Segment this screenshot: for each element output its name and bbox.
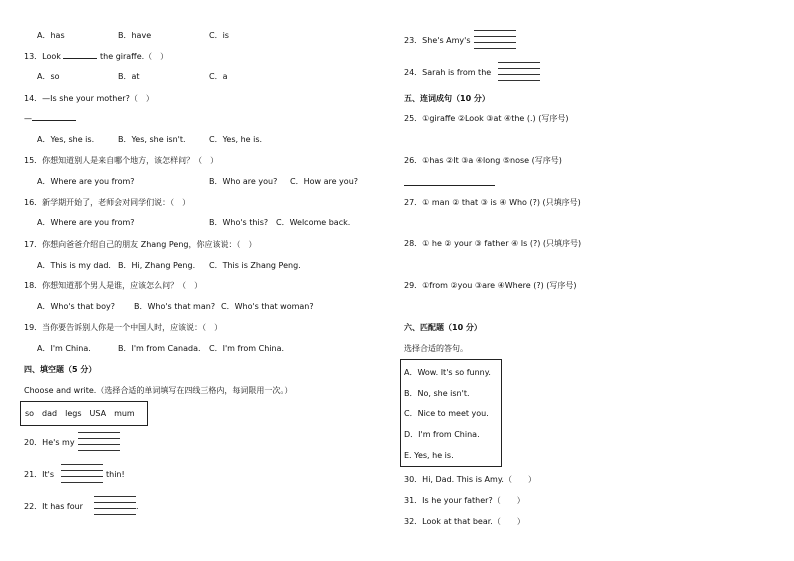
section4-title: 四、填空题（5 分） bbox=[24, 365, 97, 374]
q13-text-post: the giraffe.（ ） bbox=[100, 52, 169, 61]
q12-option-c: C．is bbox=[209, 31, 229, 40]
word-bank: so dad legs USA mum bbox=[25, 409, 135, 418]
q13-text-pre: 13．Look bbox=[24, 52, 61, 61]
q29-text: 29．①from ②you ③are ④Where (?) (写序号) bbox=[404, 281, 577, 290]
q13-option-c: C．a bbox=[209, 72, 228, 81]
q18-stem: 18．你想知道那个男人是谁，应该怎么问？（ ） bbox=[24, 281, 203, 290]
q15-option-b: B．Who are you? bbox=[209, 177, 278, 186]
q22-text-pre: 22．It has four bbox=[24, 502, 83, 511]
q18-option-c: C．Who's that woman? bbox=[221, 302, 314, 311]
answer-option-a: A．Wow. It's so funny. bbox=[404, 368, 491, 377]
q18-option-a: A．Who's that boy? bbox=[37, 302, 115, 311]
section6-instructions: 选择合适的答句。 bbox=[404, 344, 468, 353]
q21-text-post: thin! bbox=[106, 470, 125, 479]
q13-option-b: B．at bbox=[118, 72, 140, 81]
answer-option-d: D．I'm from China. bbox=[404, 430, 480, 439]
q19-option-b: B．I'm from Canada. bbox=[118, 344, 201, 353]
q19-option-c: C．I'm from China. bbox=[209, 344, 285, 353]
q16-option-b: B．Who's this? bbox=[209, 218, 269, 227]
section4-instructions: Choose and write.（选择合适的单词填写在四线三格内，每词限用一次。） bbox=[24, 386, 293, 395]
q26-answer-blank[interactable] bbox=[404, 176, 495, 186]
q14-stem: 14．—Is she your mother?（ ） bbox=[24, 94, 154, 103]
q31-text: 31．Is he your father?（ ） bbox=[404, 496, 525, 505]
q12-option-a: A．has bbox=[37, 31, 65, 40]
q12-option-b: B．have bbox=[118, 31, 152, 40]
section5-title: 五、连词成句（10 分） bbox=[404, 94, 490, 103]
q21-four-line-grid[interactable] bbox=[61, 464, 103, 482]
q17-option-a: A．This is my dad. bbox=[37, 261, 111, 270]
q16-stem: 16．新学期开始了，老师会对同学们说：（ ） bbox=[24, 198, 191, 207]
q32-text: 32．Look at that bear.（ ） bbox=[404, 517, 525, 526]
q26-text: 26．①has ②It ③a ④long ⑤nose (写序号) bbox=[404, 156, 562, 165]
q16-option-c: C．Welcome back. bbox=[276, 218, 351, 227]
q30-text: 30．Hi, Dad. This is Amy.（ ） bbox=[404, 475, 536, 484]
q21-text-pre: 21．It's bbox=[24, 470, 55, 479]
q15-stem: 15．你想知道别人是来自哪个地方，该怎样问？（ ） bbox=[24, 156, 219, 165]
q20-four-line-grid[interactable] bbox=[78, 432, 120, 450]
q18-option-b: B．Who's that man? bbox=[134, 302, 216, 311]
section6-title: 六、匹配题（10 分） bbox=[404, 323, 482, 332]
q17-stem: 17．你想向爸爸介绍自己的朋友 Zhang Peng，你应该说：（ ） bbox=[24, 240, 257, 249]
answer-option-b: B．No, she isn't. bbox=[404, 389, 470, 398]
q25-text: 25．①giraffe ②Look ③at ④the (.) (写序号) bbox=[404, 114, 569, 123]
q24-text: 24．Sarah is from the bbox=[404, 68, 492, 77]
q14-option-c: C．Yes, he is. bbox=[209, 135, 263, 144]
answer-option-e: E. Yes, he is. bbox=[404, 451, 454, 460]
q14-blank[interactable] bbox=[32, 120, 76, 121]
q14-answer-line bbox=[24, 114, 76, 124]
q14-dash: — bbox=[24, 114, 32, 123]
q14-option-b: B．Yes, she isn't. bbox=[118, 135, 186, 144]
q22-four-line-grid[interactable] bbox=[94, 496, 136, 514]
q19-option-a: A．I'm China. bbox=[37, 344, 91, 353]
q17-option-c: C．This is Zhang Peng. bbox=[209, 261, 301, 270]
q13-blank[interactable] bbox=[63, 58, 97, 59]
q15-option-c: C．How are you? bbox=[290, 177, 359, 186]
q15-option-a: A．Where are you from? bbox=[37, 177, 135, 186]
q23-text: 23．She's Amy's bbox=[404, 36, 471, 45]
answer-option-c: C．Nice to meet you. bbox=[404, 409, 489, 418]
q24-four-line-grid[interactable] bbox=[498, 62, 540, 80]
q27-text: 27．① man ② that ③ is ④ Who (?) (只填序号) bbox=[404, 198, 581, 207]
q13-stem bbox=[24, 52, 168, 62]
q22-text-post: . bbox=[136, 502, 139, 511]
q16-option-a: A．Where are you from? bbox=[37, 218, 135, 227]
q19-stem: 19．当你要告诉别人你是一个中国人时，应该说：（ ） bbox=[24, 323, 223, 332]
q17-option-b: B．Hi, Zhang Peng. bbox=[118, 261, 196, 270]
q14-option-a: A．Yes, she is. bbox=[37, 135, 95, 144]
q13-option-a: A．so bbox=[37, 72, 60, 81]
q20-text: 20．He's my bbox=[24, 438, 75, 447]
q23-four-line-grid[interactable] bbox=[474, 30, 516, 48]
q28-text: 28．① he ② your ③ father ④ Is (?) (只填序号) bbox=[404, 239, 582, 248]
